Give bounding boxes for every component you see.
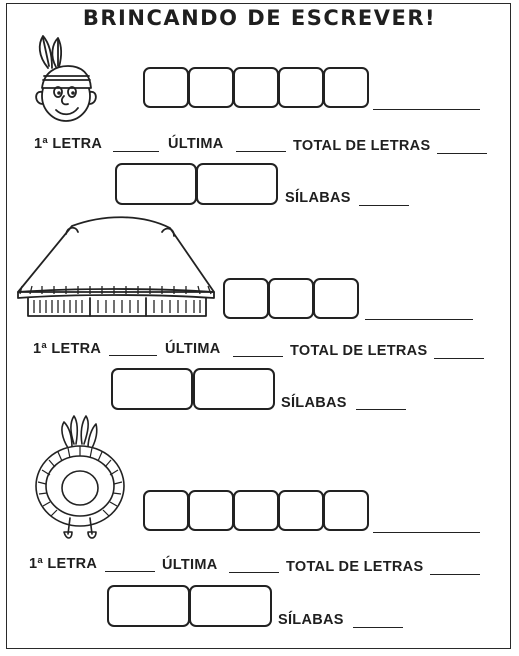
syllable-box[interactable] [111,368,193,410]
letter-box[interactable] [323,490,369,531]
word-answer-line[interactable] [365,319,473,320]
first-letter-blank[interactable] [113,151,159,152]
letter-box[interactable] [313,278,359,319]
syllables-blank[interactable] [353,627,403,628]
syllables-label: SÍLABAS [281,395,347,411]
syllables-label: SÍLABAS [285,190,351,206]
last-letter-label: ÚLTIMA [162,557,218,573]
total-letters-label: TOTAL DE LETRAS [286,559,424,575]
hut-icon [14,216,218,320]
letter-box[interactable] [323,67,369,108]
last-letter-blank[interactable] [229,572,279,573]
letter-box[interactable] [278,490,324,531]
indian-boy-icon [28,34,104,130]
first-letter-blank[interactable] [109,355,157,356]
syllables-blank[interactable] [356,409,406,410]
last-letter-label: ÚLTIMA [165,341,221,357]
syllables-blank[interactable] [359,205,409,206]
syllables-label: SÍLABAS [278,612,344,628]
total-letters-blank[interactable] [430,574,480,575]
first-letter-label: 1ª LETRA [33,341,102,357]
last-letter-blank[interactable] [233,356,283,357]
word-answer-line[interactable] [373,532,480,533]
syllable-box[interactable] [115,163,197,205]
total-letters-label: TOTAL DE LETRAS [290,343,428,359]
first-letter-label: 1ª LETRA [34,136,103,152]
syllable-box[interactable] [193,368,275,410]
letter-box[interactable] [223,278,269,319]
total-letters-blank[interactable] [434,358,484,359]
syllable-box[interactable] [107,585,190,627]
letter-box[interactable] [268,278,314,319]
letter-box[interactable] [233,490,279,531]
syllable-box[interactable] [196,163,278,205]
letter-box[interactable] [188,490,234,531]
first-letter-label: 1ª LETRA [29,556,98,572]
letter-box[interactable] [143,490,189,531]
first-letter-blank[interactable] [105,571,155,572]
letter-box[interactable] [143,67,189,108]
last-letter-label: ÚLTIMA [168,136,224,152]
headdress-icon [30,414,130,540]
total-letters-blank[interactable] [437,153,487,154]
last-letter-blank[interactable] [236,151,286,152]
letter-box[interactable] [278,67,324,108]
total-letters-label: TOTAL DE LETRAS [293,138,431,154]
letter-box[interactable] [188,67,234,108]
page-title: BRINCANDO DE ESCREVER! [82,6,437,30]
letter-box[interactable] [233,67,279,108]
syllable-box[interactable] [189,585,272,627]
word-answer-line[interactable] [373,109,480,110]
